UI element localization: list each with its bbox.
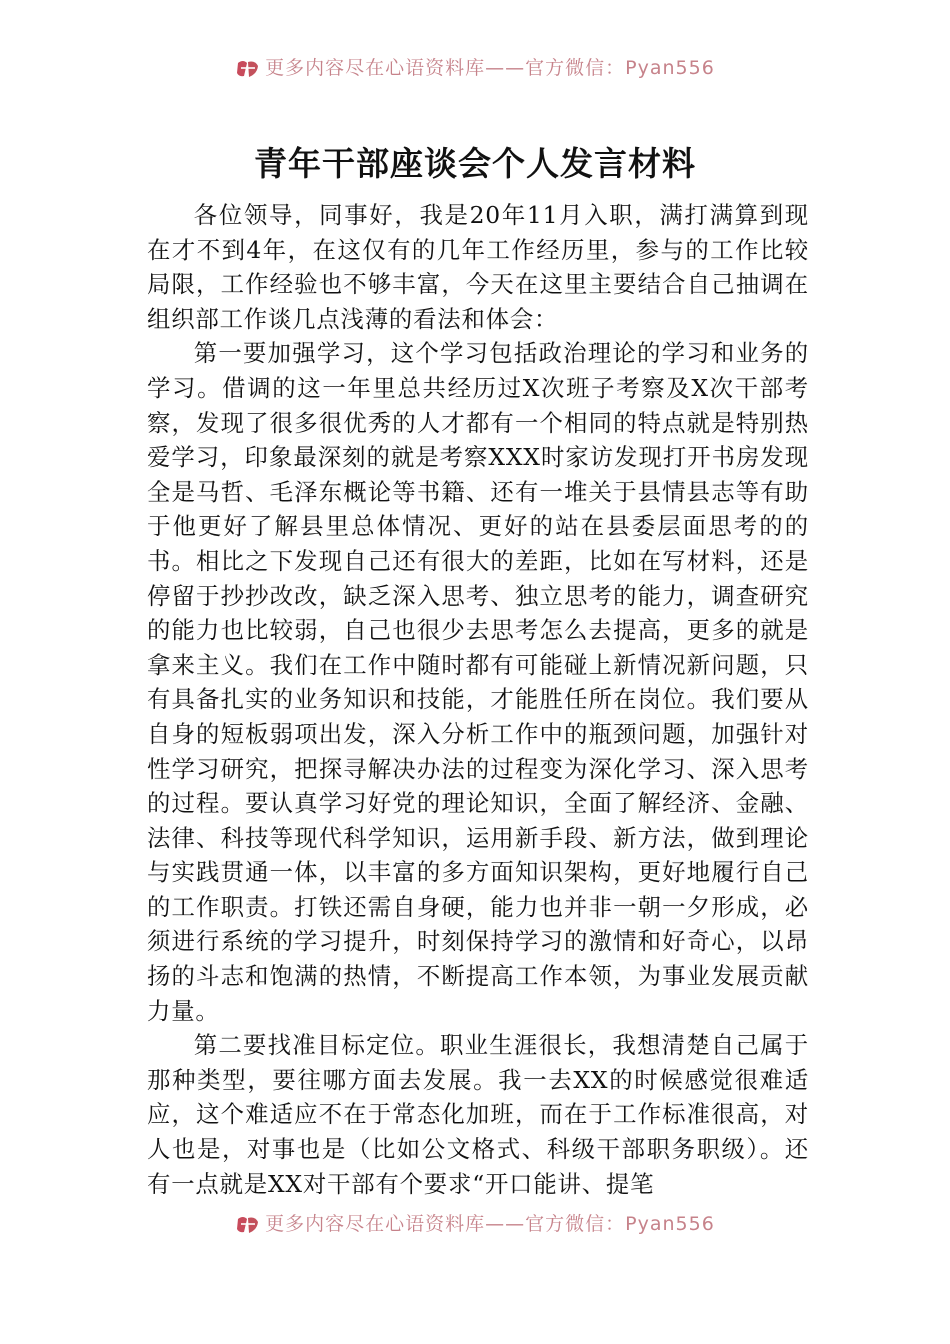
watermark-text: 更多内容尽在心语资料库——官方微信：Pyan556 <box>265 1212 715 1235</box>
paragraph-point-one: 第一要加强学习，这个学习包括政治理论的学习和业务的学习。借调的这一年里总共经历过X次班子考察及X次干部考察，发现了很多很优秀的人才都有一个相同的特点就是特别热爱学习，印象最深刻的就是考察XXX时家访发现打开书房发现全是马哲、毛泽东概论等书籍、还有一堆关于县情县志等有助于他更好了解县里总体情况、更好的站在县委层面思考的的书。相比之下发现自己还有很大的差距，比如在写材料，还是停留于抄抄改改，缺乏深入思考、独立思考的能力，调查研究的能力也比较弱，自己也很少去思考怎么去提高，更多的就是拿来主义。我们在工作中随时都有可能碰上新情况新问题，只有具备扎实的业务知识和技能，才能胜任所在岗位。我们要从自身的短板弱项出发，深入分析工作中的瓶颈问题，加强针对性学习研究，把探寻解决办法的过程变为深化学习、深入思考的过程。要认真学习好党的理论知识，全面了解经济、金融、法律、科技等现代科学知识，运用新手段、新方法，做到理论与实践贯通一体，以丰富的多方面知识架构，更好地履行自己的工作职责。打铁还需自身硬，能力也并非一朝一夕形成，必须进行系统的学习提升，时刻保持学习的激情和好奇心，以昂扬的斗志和饱满的热情，不断提高工作本领，为事业发展贡献力量。 <box>147 339 809 1025</box>
document-body <box>147 198 809 1201</box>
logo-icon <box>235 1214 261 1236</box>
watermark-top <box>0 56 950 82</box>
logo-icon <box>235 58 261 80</box>
paragraph-intro: 各位领导，同事好，我是20年11月入职，满打满算到现在才不到4年，在这仅有的几年工作经历里，参与的工作比较局限，工作经验也不够丰富，今天在这里主要结合自己抽调在组织部工作谈几点浅薄的看法和体会： <box>147 201 809 333</box>
watermark-bottom <box>0 1212 950 1238</box>
document-title: 青年干部座谈会个人发言材料 <box>254 144 696 183</box>
paragraph-point-two: 第二要找准目标定位。职业生涯很长，我想清楚自己属于那种类型，要往哪方面去发展。我一去XX的时候感觉很难适应，这个难适应不在于常态化加班，而在于工作标准很高，对人也是，对事也是（比如公文格式、科级干部职务职级）。还有一点就是XX对干部有个要求“开口能讲、提笔 <box>147 1031 809 1198</box>
watermark-text: 更多内容尽在心语资料库——官方微信：Pyan556 <box>265 56 715 79</box>
